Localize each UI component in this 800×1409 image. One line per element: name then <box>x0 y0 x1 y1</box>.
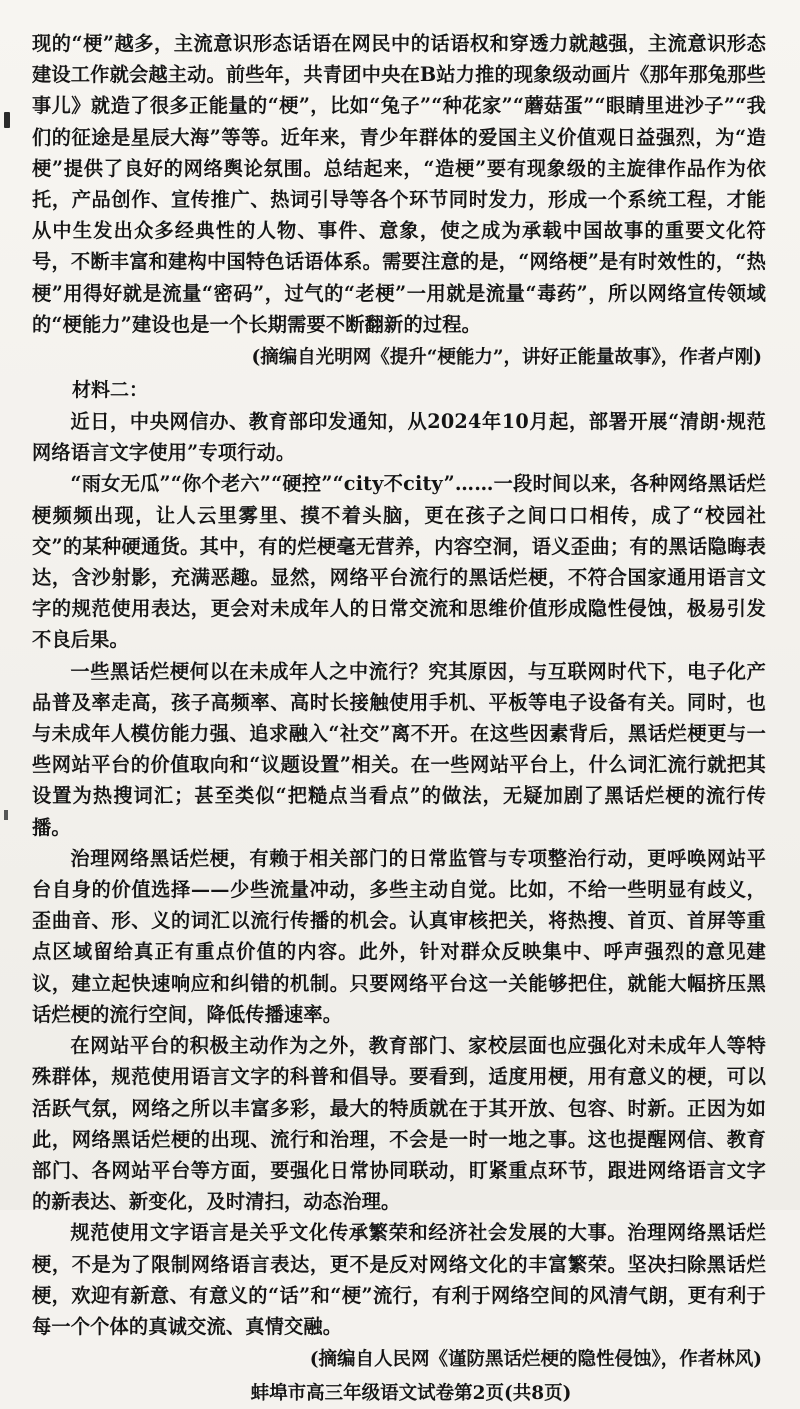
paragraph: 一些黑话烂梗何以在未成年人之中流行？究其原因，与互联网时代下，电子化产品普及率走高，孩子高频率、高时长接触使用手机、平板等电子设备有关。同时，也与未成年人模仿能力强、追求融入“社交”离不开。在这些因素背后，黑话烂梗更与一些网站平台的价值取向和“议题设置”相关。在一些网站平台上，什么词汇流行就把其设置为热搜词汇；甚至类似“把糙点当看点”的做法，无疑加剧了黑话烂梗的流行传播。 <box>32 659 766 839</box>
paragraph: 近日，中央网信办、教育部印发通知，从2024年10月起，部署开展“清朗·规范网络语言文字使用”专项行动。 <box>32 410 766 465</box>
binding-mark <box>4 112 10 128</box>
paragraph: 规范使用文字语言是关乎文化传承繁荣和经济社会发展的大事。治理网络黑话烂梗，不是为了限制网络语言表达，更不是反对网络文化的丰富繁荣。坚决扫除黑话烂梗，欢迎有新意、有意义的“话”和“梗”流行，有利于网络空间的风清气朗，更有利于每一个个体的真诚交流、真情交融。 <box>32 1221 766 1338</box>
page-footer: 蚌埠市高三年级语文试卷第2页(共8页) <box>250 1383 572 1405</box>
binding-mark <box>4 810 8 820</box>
source-citation-2: (摘编自人民网《谨防黑话烂梗的隐性侵蚀》，作者林风) <box>309 1349 762 1371</box>
source-citation-1: (摘编自光明网《提升“梗能力”，讲好正能量故事》，作者卢刚) <box>251 347 762 369</box>
paragraph-continued: 现的“梗”越多，主流意识形态话语在网民中的话语权和穿透力就越强，主流意识形态建设工作就会越主动。前些年，共青团中央在B站力推的现象级动画片《那年那兔那些事儿》就造了很多正能量的“梗”，比如“兔子”“种花家”“蘑菇蛋”“眼睛里进沙子”“我们的征途是星辰大海”等等。近年来，青少年群体的爱国主义价值观日益强烈，为“造梗”提供了良好的网络舆论氛围。总结起来，“造梗”要有现象级的主旋律作品作为依托，产品创作、宣传推广、热词引导等各个环节同时发力，形成一个系统工程，才能从中生发出众多经典性的人物、事件、意象，使之成为承载中国故事的重要文化符号，不断丰富和建构中国特色话语体系。需要注意的是，“网络梗”是有时效性的，“热梗”用得好就是流量“密码”，过气的“老梗”一用就是流量“毒药”，所以网络宣传领域的“梗能力”建设也是一个长期需要不断翻新的过程。 <box>32 32 766 336</box>
paragraph: 在网站平台的积极主动作为之外，教育部门、家校层面也应强化对未成年人等特殊群体，规范使用语言文字的科普和倡导。要看到，适度用梗，用有意义的梗，可以活跃气氛，网络之所以丰富多彩，最大的特质就在于其开放、包容、时新。正因为如此，网络黑话烂梗的出现、流行和治理，不会是一时一地之事。这也提醒网信、教育部门、各网站平台等方面，要强化日常协同联动，盯紧重点环节，跟进网络语言文字的新表达、新变化，及时清扫，动态治理。 <box>32 1034 766 1214</box>
paragraph: “雨女无瓜”“你个老六”“硬控”“city不city”……一段时间以来，各种网络黑话烂梗频频出现，让人云里雾里、摸不着头脑，更在孩子之间口口相传，成了“校园社交”的某种硬通货。其中，有的烂梗毫无营养，内容空洞，语义歪曲；有的黑话隐晦表达，含沙射影，充满恶趣。显然，网络平台流行的黑话烂梗，不符合国家通用语言文字的规范使用表达，更会对未成年人的日常交流和思维价值形成隐性侵蚀，极易引发不良后果。 <box>32 472 766 652</box>
material-2-label: 材料二： <box>72 379 149 402</box>
paragraph: 治理网络黑话烂梗，有赖于相关部门的日常监管与专项整治行动，更呼唤网站平台自身的价值选择——少些流量冲动，多些主动自觉。比如，不给一些明显有歧义，歪曲音、形、义的词汇以流行传播的机会。认真审核把关，将热搜、首页、首屏等重点区域留给真正有重点价值的内容。此外，针对群众反映集中、呼声强烈的意见建议，建立起快速响应和纠错的机制。只要网络平台这一关能够把住，就能大幅挤压黑话烂梗的流行空间，降低传播速率。 <box>32 846 766 1026</box>
